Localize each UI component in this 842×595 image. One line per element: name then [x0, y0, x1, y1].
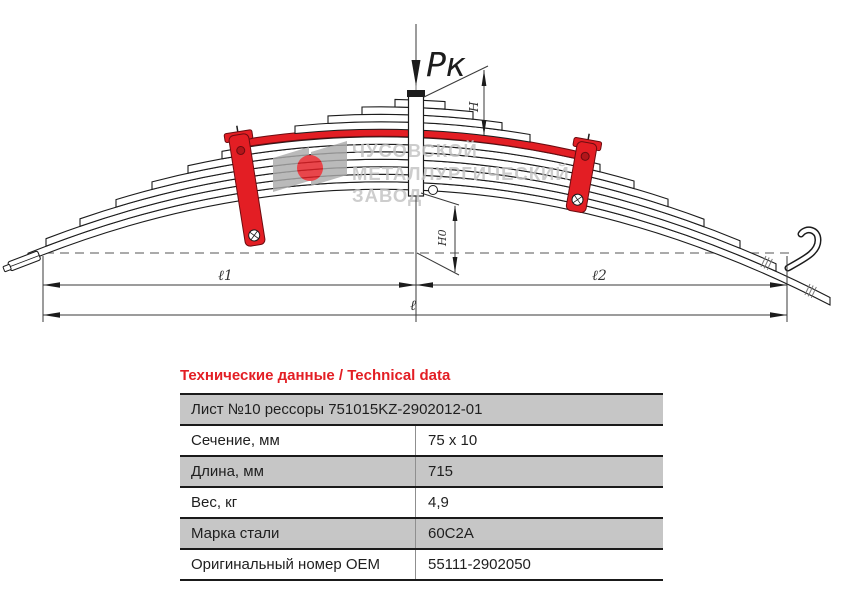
row-label: Длина, мм [191, 463, 264, 480]
leaf-stack [28, 99, 830, 305]
technical-data-section [180, 367, 663, 581]
table-row [180, 519, 663, 550]
watermark-text-2: МЕТАЛЛУРГИЧЕСКИЙ [352, 163, 570, 184]
bolt-nut [429, 186, 438, 195]
force-arrow [412, 24, 466, 86]
bolt-head [407, 90, 425, 97]
dimension-l1 [43, 268, 416, 288]
row-label: Марка стали [191, 525, 280, 542]
table-row [180, 457, 663, 488]
row-value: 715 [415, 457, 663, 486]
table-row [180, 395, 663, 426]
dimension-l [43, 298, 787, 318]
table-row [180, 488, 663, 519]
row-label: Сечение, мм [191, 432, 280, 449]
dim-h-label: H [467, 101, 481, 112]
row-value: 4,9 [415, 488, 663, 517]
dim-l1-label: ℓ1 [218, 268, 233, 284]
row-value: 75 x 10 [415, 426, 663, 455]
left-tip-clip [2, 251, 41, 273]
main-leaf-hook [788, 230, 818, 268]
dim-h0-label: H0 [436, 229, 449, 246]
dimension-l2 [416, 268, 787, 288]
row-label: Оригинальный номер OEM [191, 556, 381, 573]
dim-l-label: ℓ [410, 298, 416, 314]
row-label: Вес, кг [191, 494, 238, 511]
watermark-logo-dot [297, 155, 323, 181]
part-number-cell: Лист №10 рессоры 751015KZ-2902012-01 [191, 401, 483, 418]
row-value: 55111-2902050 [415, 550, 663, 579]
watermark-text-3: ЗАВОД [352, 185, 423, 206]
table-row [180, 550, 663, 581]
row-value: 60С2А [415, 519, 663, 548]
technical-data-table [180, 393, 663, 581]
dim-l2-label: ℓ2 [592, 268, 607, 284]
dimension-h0 [417, 193, 459, 275]
table-title: Технические данные / Technical data [180, 367, 451, 384]
force-label: Pк [426, 45, 466, 84]
table-row [180, 426, 663, 457]
watermark-text-1: ЧУСОВСКОЙ [352, 140, 478, 161]
